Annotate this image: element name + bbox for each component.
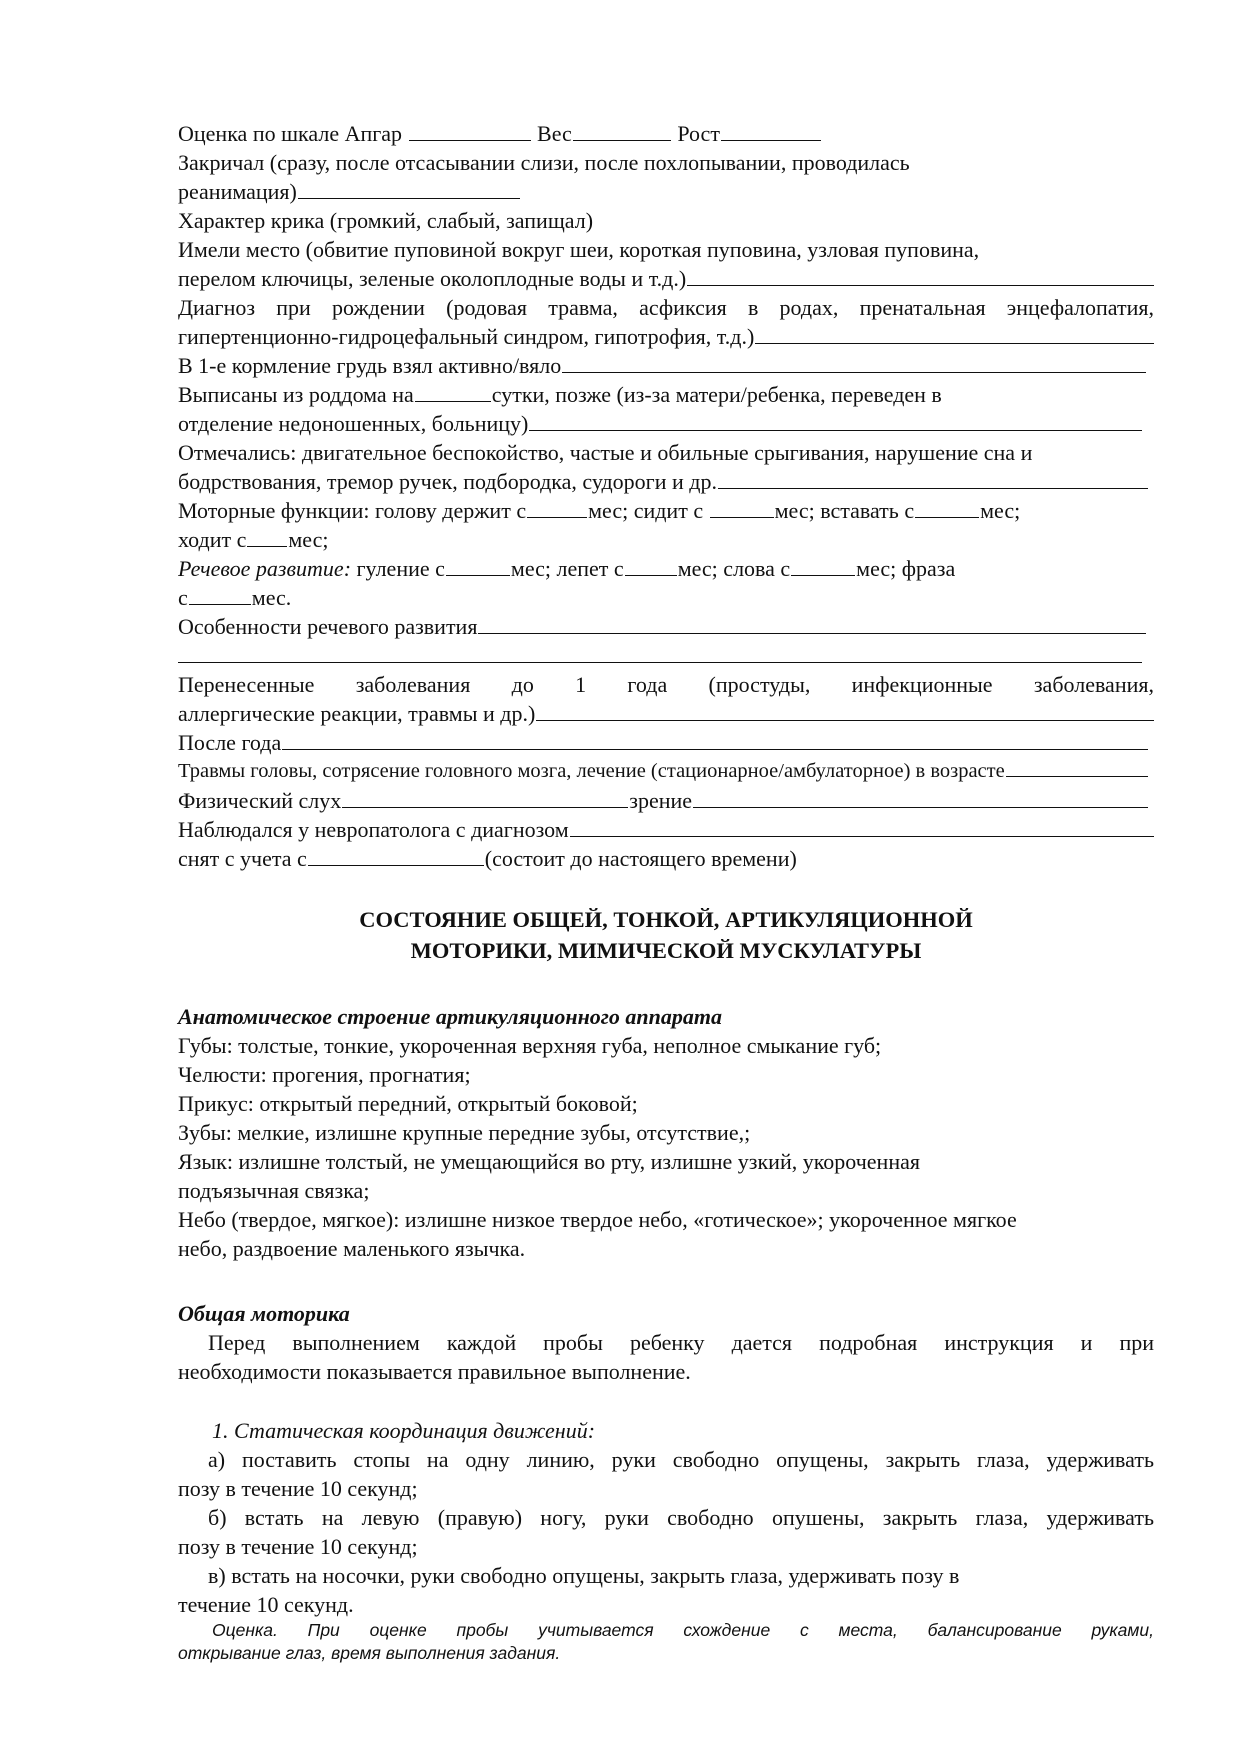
diagnosis-line-1: Диагноз при рождении (родовая травма, асфиксия в родах, пренатальная энцефалопатия, [178,295,1154,320]
diseases-line-2: аллергические реакции, травмы и др.) [178,699,1154,728]
speech-features-field[interactable] [478,632,1146,634]
test-c-line-2: течение 10 секунд. [178,1592,354,1617]
cried-line-2: реанимация) [178,177,1154,206]
questionnaire-body [178,119,1154,1665]
stands-field[interactable] [915,516,979,518]
neurologist-line: Наблюдался у невропатолога с диагнозом [178,815,1154,844]
hearing-vision-line: Физический слух зрение [178,786,1154,815]
apgar-line: Оценка по шкале Апгар Вес Рост [178,119,1154,148]
anatomy-tongue-1: Язык: излишне толстый, не умещающийся во рту, излишне узкий, укороченная [178,1149,920,1174]
feeding-line: В 1-е кормление грудь взял активно/вяло [178,351,1154,380]
vision-field[interactable] [693,806,1148,808]
anatomy-palate-1: Небо (твердое, мягкое): излишне низкое твердое небо, «готическое»; укороченное мягкое [178,1207,1017,1232]
anatomy-bite: Прикус: открытый передний, открытый боковой; [178,1091,638,1116]
cry-character-line: Характер крика (громкий, слабый, запищал) [178,208,594,233]
test-b-line-1: б) встать на левую (правую) ногу, руки свободно опушены, закрыть глаза, удерживать [208,1505,1154,1530]
motor-line-1: Моторные функции: голову держит с мес; сидит с мес; вставать с мес; [178,498,1021,523]
walks-field[interactable] [247,545,287,547]
had-line-1: Имели место (обвитие пуповиной вокруг шеи, короткая пуповина, узловая пуповина, [178,237,980,262]
head-injury-line: Травмы головы, сотрясение головного мозга, лечение (стационарное/амбулаторное) в возрасте [178,757,1154,786]
diseases-line-1: Перенесенные заболевания до 1 года (простуды, инфекционные заболевания, [178,672,1154,697]
feeding-field[interactable] [562,371,1146,373]
head-injury-age-field[interactable] [1006,775,1148,777]
general-motor-heading: Общая моторика [178,1301,350,1326]
phrase-field[interactable] [189,603,251,605]
diagnosis-field[interactable] [755,342,1154,344]
anatomy-teeth: Зубы: мелкие, излишне крупные передние зубы, отсутствие,; [178,1120,751,1145]
test-b-line-2: позу в течение 10 секунд; [178,1534,418,1559]
had-field[interactable] [687,284,1154,286]
anatomy-heading: Анатомическое строение артикуляционного аппарата [178,1004,723,1029]
weight-field[interactable] [573,139,671,141]
noted-field[interactable] [718,487,1148,489]
after-year-line: После года [178,728,1154,757]
anatomy-jaws: Челюсти: прогения, прогнатия; [178,1062,471,1087]
apgar-field[interactable] [409,139,531,141]
anatomy-lips: Губы: толстые, тонкие, укороченная верхняя губа, неполное смыкание губ; [178,1033,882,1058]
diagnosis-line-2: гипертенционно-гидроцефальный синдром, гипотрофия, т.д.) [178,322,1154,351]
anatomy-tongue-2: подъязычная связка; [178,1178,370,1203]
speech-line-1: Речевое развитие: гуление с мес; лепет с мес; слова с мес; фраза [178,556,956,581]
cried-field[interactable] [298,197,520,199]
removed-line: снят с учета с (состоит до настоящего времени) [178,846,797,871]
height-field[interactable] [721,139,821,141]
static-coordination-title: 1. Статическая координация движений: [212,1418,596,1443]
noted-line-1: Отмечались: двигательное беспокойство, частые и обильные срыгивания, нарушение сна и [178,440,1033,465]
section-title: СОСТОЯНИЕ ОБЩЕЙ, ТОНКОЙ, АРТИКУЛЯЦИОННОЙ МОТОРИКИ, МИМИЧЕСКОЙ МУСКУЛАТУРЫ [359,907,973,963]
sits-field[interactable] [710,516,774,518]
discharge-days-field[interactable] [415,400,491,402]
anatomy-palate-2: небо, раздвоение маленького язычка. [178,1236,526,1261]
cooing-field[interactable] [446,574,510,576]
discharge-line-1: Выписаны из роддома на сутки, позже (из-за матери/ребенка, переведен в [178,382,942,407]
cried-line-1: Закричал (сразу, после отсасывании слизи, после похлопывании, проводилась [178,150,910,175]
noted-line-2: бодрствования, тремор ручек, подбородка, судороги и др. [178,467,1154,496]
hearing-field[interactable] [342,806,628,808]
removed-date-field[interactable] [308,864,484,866]
babbling-field[interactable] [625,574,677,576]
test-a-line-1: а) поставить стопы на одну линию, руки свободно опущены, закрыть глаза, удерживать [208,1447,1154,1472]
test-c-line-1: в) встать на носочки, руки свободно опущены, закрыть глаза, удерживать позу в [208,1563,960,1588]
had-line-2: перелом ключицы, зеленые околоплодные воды и т.д.) [178,264,1154,293]
general-motor-intro-1: Перед выполнением каждой пробы ребенку дается подробная инструкция и при [208,1330,1154,1355]
motor-line-2: ходит с мес; [178,527,329,552]
speech-line-2: с мес. [178,585,292,610]
diseases-field[interactable] [536,719,1154,721]
speech-features-extra-line[interactable] [178,641,1154,670]
neurologist-field[interactable] [570,835,1154,837]
general-motor-intro-2: необходимости показывается правильное выполнение. [178,1359,691,1384]
holds-head-field[interactable] [527,516,587,518]
words-field[interactable] [791,574,855,576]
discharge-field[interactable] [529,429,1142,431]
speech-features-line: Особенности речевого развития [178,612,1154,641]
evaluation-note: Оценка. При оценке пробы учитывается схождение с места, балансирование руками, открывание глаз, время выполнения задания. [178,1620,1154,1663]
discharge-line-2: отделение недоношенных, больницу) [178,409,1154,438]
after-year-field[interactable] [282,748,1148,750]
test-a-line-2: позу в течение 10 секунд; [178,1476,418,1501]
